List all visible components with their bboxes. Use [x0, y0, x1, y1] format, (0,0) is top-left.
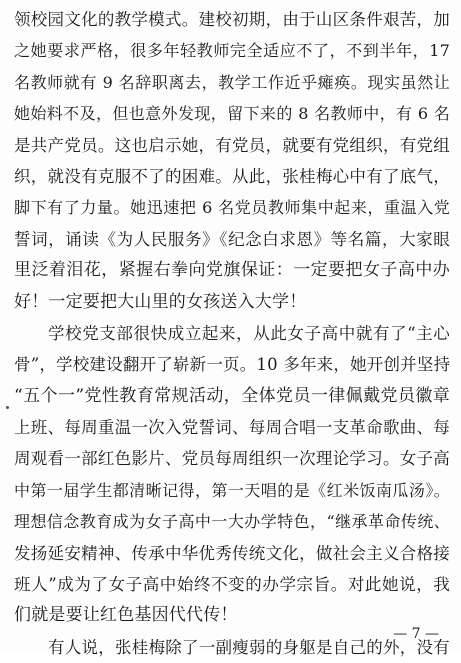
text-line: 们就是要让红色基因代代传！	[14, 605, 238, 626]
text-line: 理想信念教育成为女子高中一大办学特色，“继承革命传统、	[14, 512, 450, 532]
text-line: 好！一定要把大山里的女孩送入大学！	[14, 291, 307, 312]
page-number: — 7 —	[393, 626, 439, 642]
text-line: 中第一届学生都清晰记得，第一天唱的是《红米饭南瓜汤》。	[14, 480, 450, 500]
text-line: 她始料不及，但也意外发现，留下来的 8 名教师中，有 6 名	[14, 104, 450, 124]
text-line: 上班、每周重温一次入党誓词、每周合唱一支革命歌曲、每	[14, 418, 450, 438]
text-line: 领校园文化的教学模式。建校初期，由于山区条件艰苦，加	[14, 10, 450, 29]
text-line: 织，就没有克服不了的困难。从此，张桂梅心中有了底气，	[14, 166, 450, 186]
text-line: 班人”成为了女子高中始终不变的办学宗旨。对此她说，我	[14, 575, 450, 595]
text-line: 学校党支部很快成立起来，从此女子高中就有了“主心	[48, 323, 450, 343]
body-text	[14, 4, 450, 663]
text-line: 誓词，诵读《为人民服务》《纪念白求恩》等名篇，大家眼	[14, 229, 450, 249]
text-line: 脚下有了力量。她迅速把 6 名党员教师集中起来，重温入党	[14, 198, 450, 218]
text-line: 发扬延安精神、传承中华优秀传统文化，做社会主义合格接	[14, 543, 450, 563]
text-line: 有人说，张桂梅除了一副瘦弱的身躯是自己的外，没有	[48, 637, 450, 657]
text-line: “五个一”党性教育常规活动，全体党员一律佩戴党员徽章	[14, 385, 450, 406]
text-line: 之她要求严格，很多年轻教师完全适应不了，不到半年，17	[14, 41, 450, 61]
text-line: 骨”，学校建设翻开了崭新一页。10 多年来，她开创并坚持	[14, 355, 451, 375]
text-line: 名教师就有 9 名辞职离去，教学工作近乎瘫痪。现实虽然让	[14, 72, 450, 92]
text-line: 周观看一部红色影片、党员每周组织一次理论学习。女子高	[14, 449, 450, 469]
text-line: 里泛着泪花，紧握右拳向党旗保证：一定要把女子高中办	[14, 260, 450, 281]
margin-dot	[6, 406, 9, 409]
text-line: 是共产党员。这也启示她，有党员，就要有党组织，有党组	[14, 135, 450, 155]
